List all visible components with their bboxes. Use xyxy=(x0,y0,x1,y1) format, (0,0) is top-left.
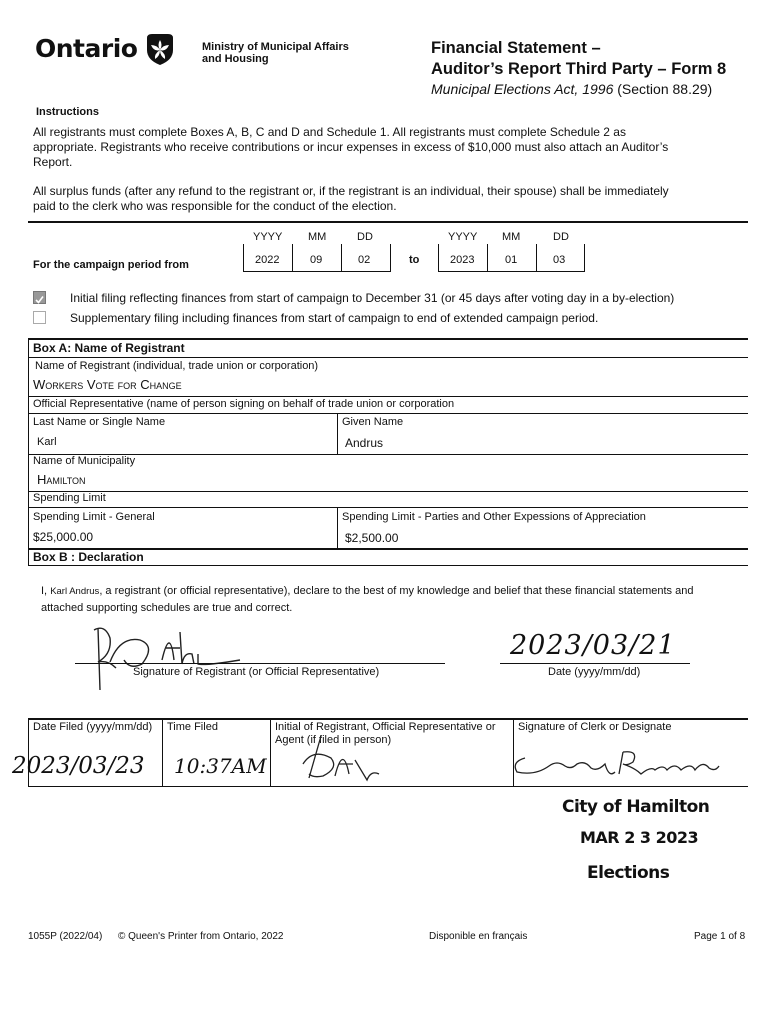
declaration-date-label: Date (yyyy/mm/dd) xyxy=(548,666,641,678)
clerk-signature xyxy=(505,742,725,780)
registrant-signature xyxy=(80,620,280,695)
time-filed-label: Time Filed xyxy=(167,721,218,733)
stamp-city: City of Hamilton xyxy=(562,797,710,817)
box-b-heading: Box B : Declaration xyxy=(33,550,144,564)
instructions-para-2: All surplus funds (after any refund to the registrant or, if the registrant is an individual, their spouse) shall be immediately paid to the clerk who was responsible for the conduct of the election. xyxy=(33,184,669,213)
box-a-heading: Box A: Name of Registrant xyxy=(33,341,185,355)
registrant-name-label: Name of Registrant (individual, trade union or corporation) xyxy=(35,360,319,372)
declaration-text: I, Karl Andrus, a registrant (or official representative), declare to the best of my knowledge and belief that these financial statements and attached supporting schedules are true and correct. xyxy=(41,585,694,614)
checkmark-icon xyxy=(34,294,45,305)
supplementary-filing-checkbox[interactable] xyxy=(33,311,46,324)
municipality-label: Name of Municipality xyxy=(33,455,136,467)
to-day: 03 xyxy=(553,254,566,266)
ministry-name: Ministry of Municipal Affairs and Housing xyxy=(202,41,349,65)
declaration-date-value: 2023/03/21 xyxy=(510,630,676,661)
given-name-value: Andrus xyxy=(345,436,384,450)
clerk-signature-label: Signature of Clerk or Designate xyxy=(518,721,672,733)
form-title: Financial Statement – Auditor’s Report Third Party – Form 8 xyxy=(431,39,727,78)
from-month: 09 xyxy=(310,254,323,266)
spending-limit-general-value: $25,000.00 xyxy=(33,530,94,544)
page-number: Page 1 of 8 xyxy=(694,931,746,942)
instructions-para-1: All registrants must complete Boxes A, B, C and D and Schedule 1. All registrants must complete Schedule 2 as appropriate. Registrants who receive contributions or incur expenses in excess of $10,000 must also attach an Auditor’s Report. xyxy=(33,125,669,169)
spending-limit-general-label: Spending Limit - General xyxy=(33,511,155,523)
initial-signature xyxy=(283,734,393,784)
form-number: 1055P (2022/04) xyxy=(28,931,103,942)
signature-label: Signature of Registrant (or Official Representative) xyxy=(133,666,380,678)
initial-filing-checkbox[interactable] xyxy=(33,291,46,304)
time-filed-value: 10:37AM xyxy=(174,754,267,778)
ontario-logo-text: Ontario xyxy=(35,34,138,63)
to-month: 01 xyxy=(505,254,518,266)
to-year: 2023 xyxy=(450,254,475,266)
registrant-name-value: Workers Vote for Change xyxy=(33,377,182,392)
from-year: 2022 xyxy=(255,254,280,266)
municipality-value: Hamilton xyxy=(37,472,86,487)
spending-limit-parties-value: $2,500.00 xyxy=(345,531,399,545)
last-name-label: Last Name or Single Name xyxy=(33,416,166,428)
spending-limit-label: Spending Limit xyxy=(33,492,106,504)
french-link[interactable]: Disponible en français xyxy=(429,931,528,942)
date-filed-label: Date Filed (yyyy/mm/dd) xyxy=(33,721,153,733)
instructions-heading: Instructions xyxy=(36,106,99,118)
given-name-label: Given Name xyxy=(342,416,404,428)
stamp-elections: Elections xyxy=(587,863,670,883)
divider xyxy=(28,221,748,223)
date-filed-value: 2023/03/23 xyxy=(12,753,145,779)
form-subtitle: Municipal Elections Act, 1996 (Section 88.29) xyxy=(431,81,713,97)
period-to-label: to xyxy=(409,254,420,266)
last-name-value: Karl xyxy=(37,436,57,448)
spending-limit-parties-label: Spending Limit - Parties and Other Expessions of Appreciation xyxy=(342,511,646,523)
trillium-logo-icon xyxy=(143,32,177,66)
supplementary-filing-label: Supplementary filing including finances from start of campaign to end of extended campaign period. xyxy=(70,311,599,325)
copyright: © Queen's Printer from Ontario, 2022 xyxy=(118,931,284,942)
stamp-date: MAR 2 3 2023 xyxy=(580,828,699,847)
initial-label: Initial of Registrant, Official Representative or Agent (if filed in person) xyxy=(275,721,496,746)
from-day: 02 xyxy=(358,254,371,266)
initial-filing-label: Initial filing reflecting finances from start of campaign to December 31 (or 45 days after voting day in a by-election) xyxy=(70,291,675,305)
period-label: For the campaign period from xyxy=(33,259,189,271)
official-rep-label: Official Representative (name of person signing on behalf of trade union or corporation xyxy=(33,398,455,410)
